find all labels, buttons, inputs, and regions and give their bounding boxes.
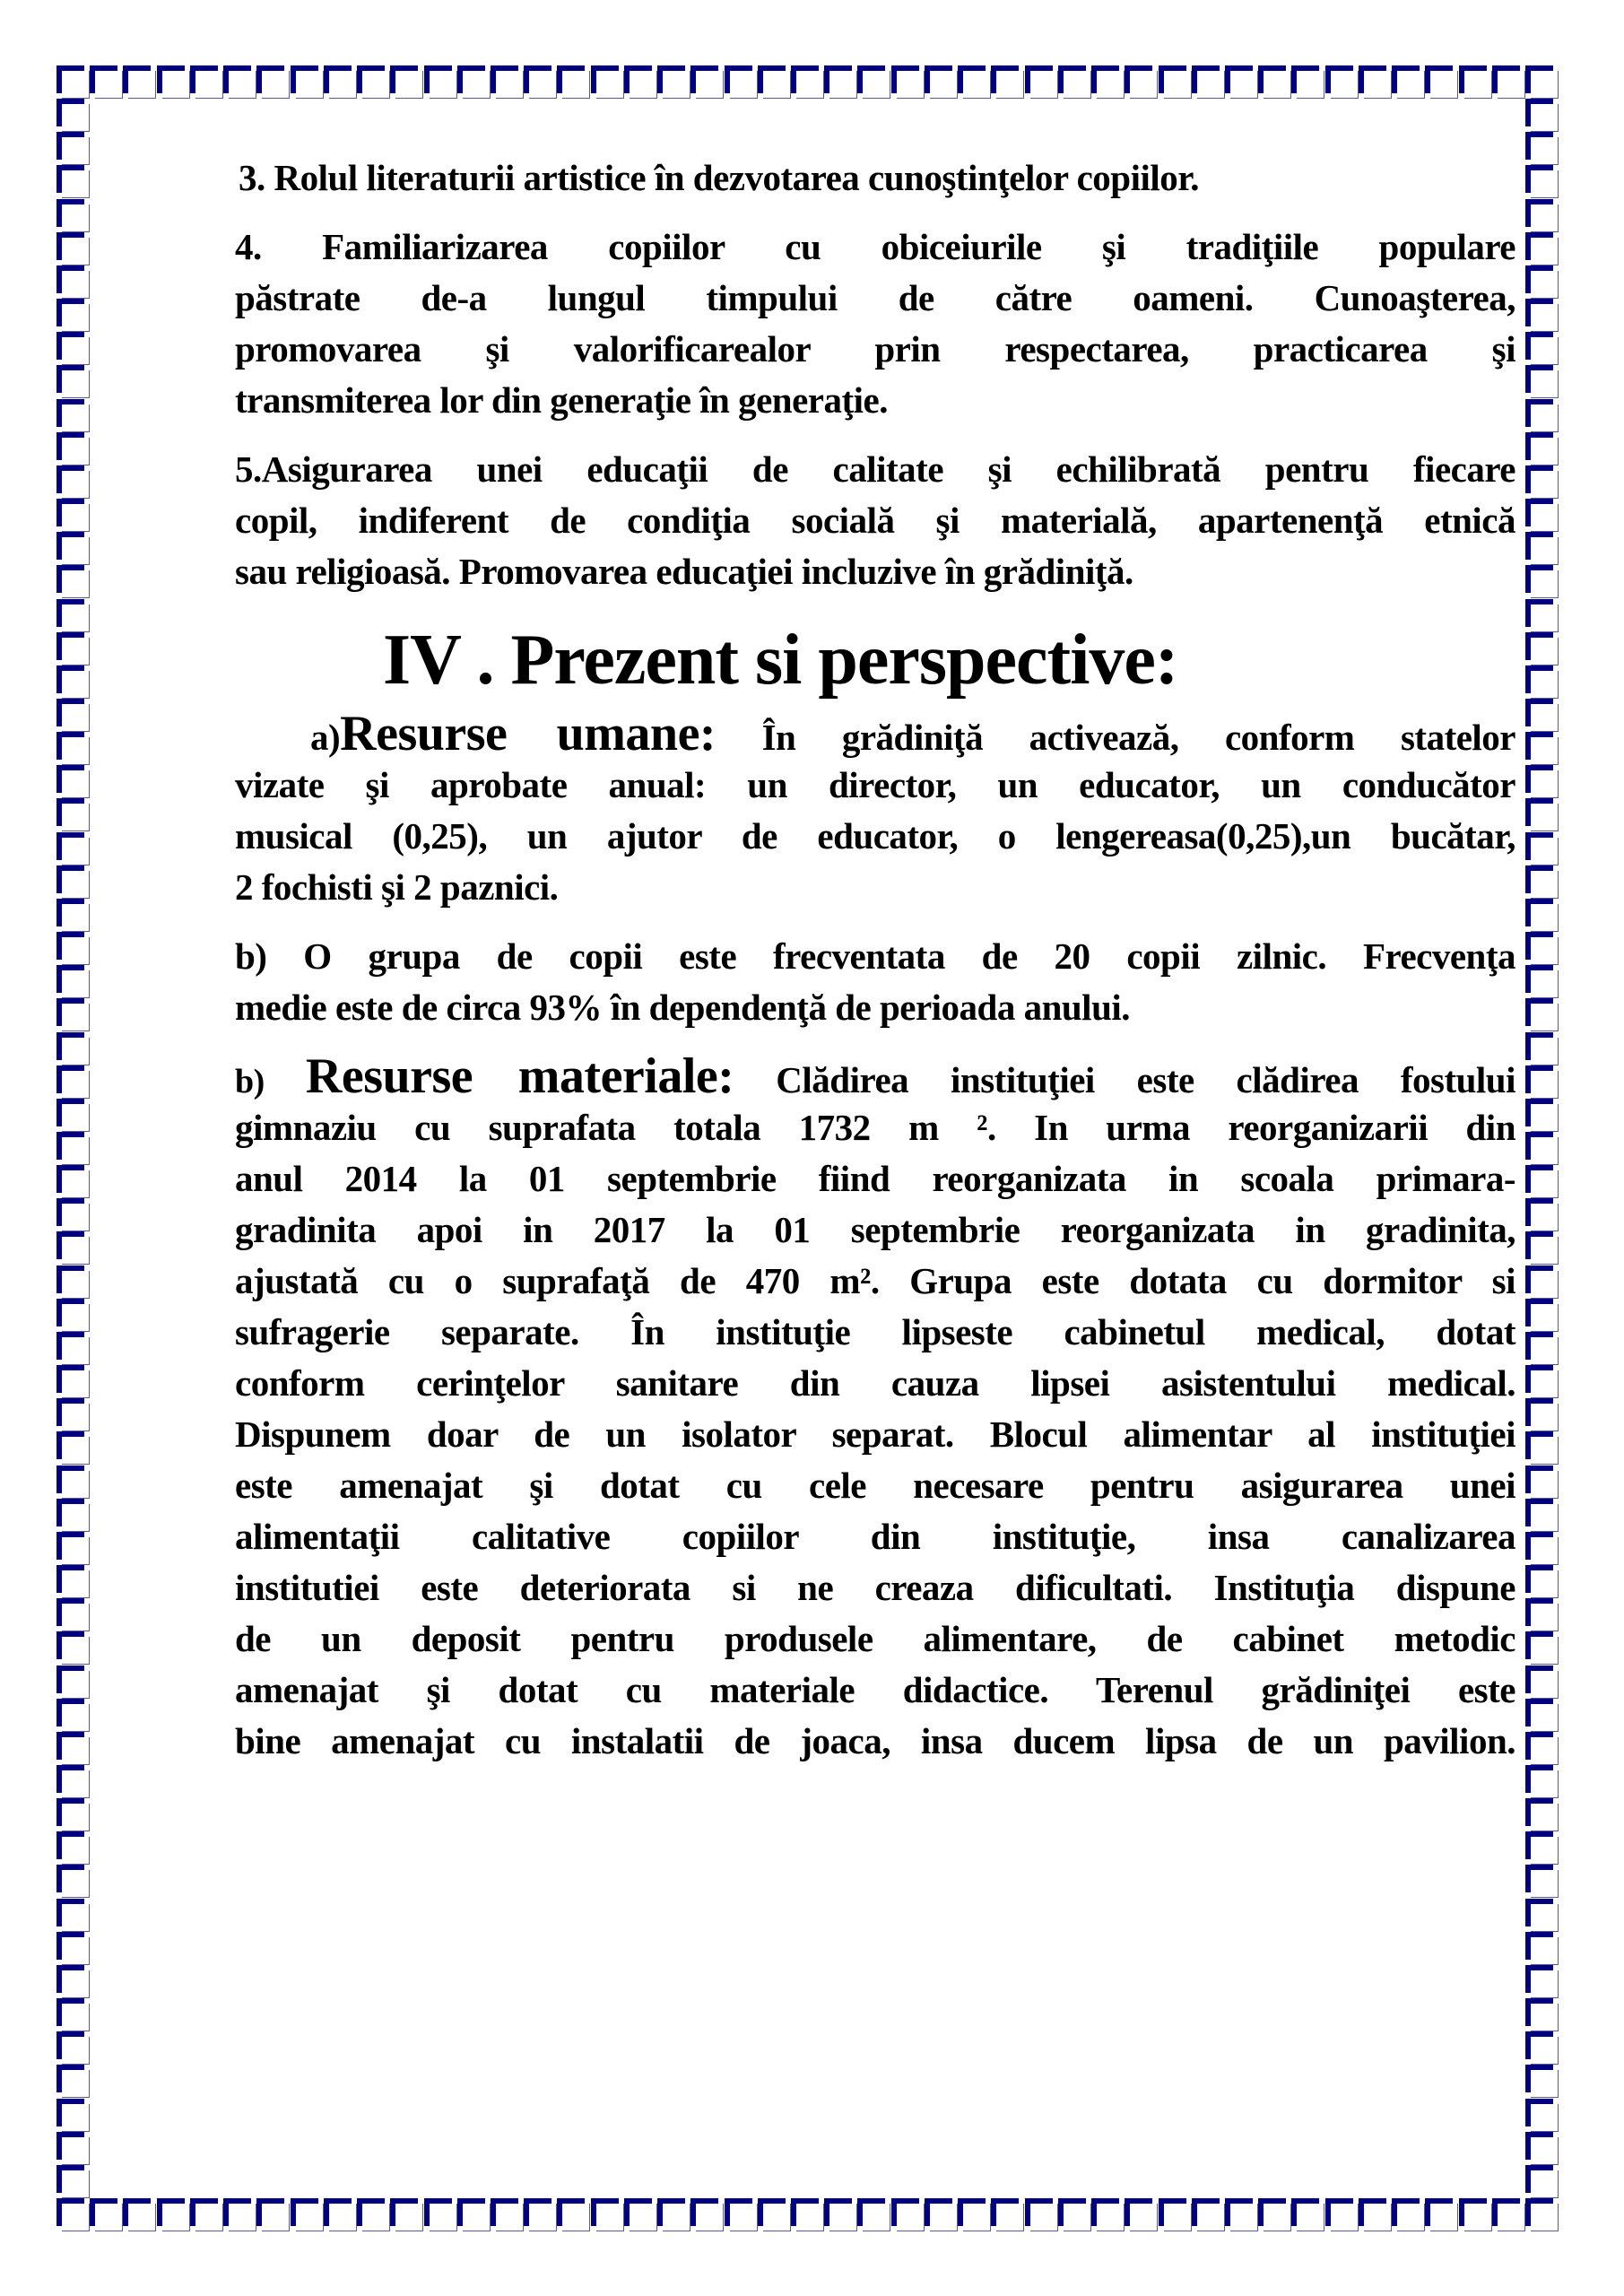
border-tile-icon (1425, 2198, 1453, 2226)
item-4-line: promovarea şi valorificarealor prin respectarea, practicarea şi (235, 328, 1515, 370)
border-tile-icon (1025, 65, 1053, 93)
border-tile-icon (1525, 399, 1553, 427)
border-tile-icon (1525, 232, 1553, 260)
border-tile-icon (824, 65, 852, 93)
resurse-materiale-intro: Clădirea instituţiei este clădirea fostului (734, 1059, 1515, 1100)
border-tile-icon (56, 199, 84, 227)
border-tile-icon (1258, 65, 1286, 93)
border-tile-icon (56, 1299, 84, 1326)
border-tile-icon (1525, 1231, 1553, 1259)
border-tile-icon (157, 65, 185, 93)
border-tile-icon (1525, 2132, 1553, 2160)
border-tile-icon (56, 1765, 84, 1793)
border-tile-icon (991, 2198, 1019, 2226)
item-5-line: 5.Asigurarea unei educaţii de calitate şi echilibrată pentru fiecare (235, 448, 1515, 490)
grupa-line: medie este de circa 93% în dependenţă de perioada anului. (235, 987, 1131, 1028)
border-tile-icon (624, 2198, 652, 2226)
border-tile-icon (1525, 499, 1553, 526)
border-tile-icon (56, 1932, 84, 1960)
border-tile-icon (1525, 1132, 1553, 1160)
border-tile-icon (925, 65, 952, 93)
border-tile-icon (1525, 1465, 1553, 1493)
border-tile-icon (56, 599, 84, 627)
resurse-materiale-line: alimentaţii calitative copiilor din instituţie, insa canalizarea (235, 1516, 1515, 1557)
border-tile-icon (824, 2198, 852, 2226)
border-tile-icon (557, 65, 585, 93)
border-tile-icon (56, 1365, 84, 1393)
border-tile-icon (56, 932, 84, 960)
grupa-line: b) O grupa de copii este frecventata de 20 copii zilnic. Frecvenţa (235, 935, 1515, 977)
border-tile-icon (1258, 2198, 1286, 2226)
border-tile-icon (1525, 1899, 1553, 1926)
border-tile-icon (56, 399, 84, 427)
border-tile-icon (1525, 199, 1553, 227)
border-tile-icon (56, 1132, 84, 1160)
border-tile-icon (1525, 1332, 1553, 1360)
border-tile-icon (1525, 1765, 1553, 1793)
border-tile-icon (1525, 2031, 1553, 2059)
border-tile-icon (1525, 265, 1553, 293)
border-tile-icon (56, 1165, 84, 1193)
border-tile-icon (491, 65, 518, 93)
border-tile-icon (891, 65, 919, 93)
border-tile-icon (56, 865, 84, 893)
border-tile-icon (291, 65, 318, 93)
border-tile-icon (56, 2165, 84, 2193)
resurse-umane-first-line (235, 706, 1516, 761)
border-tile-icon (56, 1499, 84, 1526)
border-tile-icon (1525, 165, 1553, 193)
item-4-line: 4. Familiarizarea copiilor cu obiceiurile şi tradiţiile populare (235, 226, 1515, 267)
border-tile-icon (1525, 2099, 1553, 2126)
border-tile-icon (56, 1198, 84, 1226)
border-tile-icon (1459, 2198, 1487, 2226)
border-tile-icon (1392, 2198, 1420, 2226)
border-tile-icon (591, 65, 619, 93)
border-tile-icon (1525, 2065, 1553, 2092)
border-tile-icon (1291, 2198, 1319, 2226)
border-tile-icon (56, 265, 84, 293)
border-tile-icon (1525, 2165, 1553, 2193)
border-tile-icon (1525, 1398, 1553, 1426)
border-tile-icon (1525, 1932, 1553, 1960)
border-tile-icon (1125, 2198, 1152, 2226)
border-tile-icon (1525, 132, 1553, 160)
border-tile-icon (1525, 1665, 1553, 1693)
border-tile-icon (591, 2198, 619, 2226)
border-tile-icon (56, 632, 84, 660)
resurse-materiale-line: institutiei este deteriorata si ne creaza dificultati. Instituţia dispune (235, 1567, 1515, 1608)
border-tile-icon (56, 1431, 84, 1459)
border-tile-icon (56, 1798, 84, 1826)
item-5-line: copil, indiferent de condiţia socială şi materială, apartenenţă etnică (235, 500, 1515, 541)
border-tile-icon (958, 65, 986, 93)
border-tile-icon (1525, 998, 1553, 1026)
border-tile-icon (1525, 1198, 1553, 1226)
border-tile-icon (1492, 65, 1520, 93)
border-tile-icon (1525, 465, 1553, 493)
border-tile-icon (56, 2132, 84, 2160)
border-tile-icon (390, 2198, 418, 2226)
border-tile-icon (56, 765, 84, 793)
border-tile-icon (123, 2198, 151, 2226)
item-4-line: păstrate de-a lungul timpului de către oameni. Cunoaşterea, (235, 277, 1515, 318)
border-tile-icon (56, 1699, 84, 1726)
border-tile-icon (56, 365, 84, 393)
border-tile-icon (457, 2198, 485, 2226)
border-tile-icon (1525, 1998, 1553, 2026)
border-tile-icon (1525, 699, 1553, 726)
border-tile-icon (791, 2198, 819, 2226)
border-tile-icon (56, 1631, 84, 1659)
resurse-materiale-line: gimnaziu cu suprafata totala 1732 m ². In urma reorganizarii din (235, 1107, 1515, 1148)
border-tile-icon (90, 2198, 117, 2226)
border-tile-icon (657, 2198, 685, 2226)
border-tile-icon (690, 65, 718, 93)
border-tile-icon (1425, 65, 1453, 93)
border-tile-icon (1525, 99, 1553, 126)
border-tile-icon (1525, 1965, 1553, 1993)
border-tile-icon (1325, 65, 1353, 93)
border-tile-icon (491, 2198, 518, 2226)
border-tile-icon (56, 732, 84, 760)
border-tile-icon (1492, 2198, 1520, 2226)
border-tile-icon (256, 65, 284, 93)
border-tile-icon (1359, 2198, 1386, 2226)
border-tile-icon (190, 65, 218, 93)
border-tile-icon (56, 899, 84, 926)
border-tile-icon (223, 65, 251, 93)
resurse-materiale-line: conform cerinţelor sanitare din cauza lipsei asistentului medical. (235, 1362, 1515, 1404)
border-tile-icon (1525, 1165, 1553, 1193)
item-5-line: sau religioasă. Promovarea educaţiei incluzive în grădiniţă. (235, 551, 1133, 592)
border-tile-icon (56, 232, 84, 260)
border-tile-icon (56, 2031, 84, 2059)
border-tile-icon (1359, 65, 1386, 93)
border-tile-icon (1459, 65, 1487, 93)
resurse-materiale-line: Dispunem doar de un isolator separat. Blocul alimentar al instituţiei (235, 1413, 1515, 1455)
border-tile-icon (1091, 65, 1119, 93)
border-tile-icon (56, 1965, 84, 1993)
border-tile-icon (56, 432, 84, 460)
border-tile-icon (56, 1099, 84, 1126)
resurse-materiale-paragraph (235, 1048, 1515, 1767)
border-tile-icon (56, 532, 84, 560)
border-tile-icon (56, 2198, 84, 2226)
border-tile-icon (690, 2198, 718, 2226)
border-tile-icon (56, 1465, 84, 1493)
document-body (235, 152, 1515, 1785)
border-tile-icon (1525, 1798, 1553, 1826)
border-tile-icon (1525, 1431, 1553, 1459)
border-tile-icon (958, 2198, 986, 2226)
border-tile-icon (223, 2198, 251, 2226)
item-3-text: 3. Rolul literaturii artistice în dezvotarea cunoştinţelor copiilor. (239, 157, 1199, 198)
border-tile-icon (56, 832, 84, 860)
border-tile-icon (157, 2198, 185, 2226)
border-tile-icon (56, 299, 84, 326)
resurse-materiale-line: ajustată cu o suprafaţă de 470 m². Grupa este dotata cu dormitor si (235, 1260, 1515, 1301)
border-tile-icon (1392, 65, 1420, 93)
border-tile-icon (1025, 2198, 1053, 2226)
border-tile-icon (56, 1265, 84, 1293)
border-tile-icon (324, 65, 352, 93)
border-tile-icon (1525, 599, 1553, 627)
list-item-3 (235, 152, 1515, 204)
border-tile-icon (56, 998, 84, 1026)
border-tile-icon (1525, 665, 1553, 693)
list-item-4 (235, 222, 1515, 426)
border-tile-icon (1525, 932, 1553, 960)
border-tile-icon (791, 65, 819, 93)
border-tile-icon (624, 65, 652, 93)
border-tile-icon (56, 132, 84, 160)
border-tile-icon (1225, 2198, 1253, 2226)
border-tile-icon (56, 1998, 84, 2026)
border-tile-icon (1525, 532, 1553, 560)
border-tile-icon (1525, 1699, 1553, 1726)
border-tile-icon (657, 65, 685, 93)
border-tile-icon (357, 2198, 385, 2226)
border-tile-icon (1525, 1598, 1553, 1626)
border-tile-icon (56, 1598, 84, 1626)
border-tile-icon (56, 699, 84, 726)
border-tile-icon (56, 1032, 84, 1060)
border-tile-icon (424, 2198, 452, 2226)
border-tile-icon (56, 798, 84, 826)
border-tile-icon (1525, 1099, 1553, 1126)
border-tile-icon (1091, 2198, 1119, 2226)
resurse-materiale-line: de un deposit pentru produsele alimentare, de cabinet metodic (235, 1618, 1515, 1659)
border-tile-icon (1058, 2198, 1086, 2226)
border-tile-icon (1525, 1299, 1553, 1326)
border-tile-icon (991, 65, 1019, 93)
border-tile-icon (1525, 1565, 1553, 1593)
border-tile-icon (1192, 65, 1220, 93)
border-tile-icon (1525, 1365, 1553, 1393)
border-tile-icon (857, 2198, 885, 2226)
border-tile-icon (1125, 65, 1152, 93)
border-tile-icon (56, 1831, 84, 1859)
grupa-paragraph (235, 931, 1515, 1033)
border-tile-icon (56, 1899, 84, 1926)
border-tile-icon (56, 1565, 84, 1593)
border-tile-icon (1525, 1265, 1553, 1293)
border-tile-icon (56, 1398, 84, 1426)
border-tile-icon (56, 665, 84, 693)
border-tile-icon (56, 1732, 84, 1760)
border-tile-icon (1525, 1499, 1553, 1526)
border-tile-icon (1525, 1831, 1553, 1859)
resurse-materiale-prefix: b) (235, 1063, 306, 1100)
border-tile-icon (291, 2198, 318, 2226)
border-tile-icon (1525, 1732, 1553, 1760)
border-tile-icon (1525, 865, 1553, 893)
resurse-umane-label: Resurse umane: (340, 706, 716, 761)
resurse-umane-intro: În grădiniţă activează, conform statelor (716, 717, 1516, 758)
border-tile-icon (1525, 565, 1553, 593)
border-tile-icon (1058, 65, 1086, 93)
resurse-materiale-line: amenajat şi dotat cu materiale didactice. Terenul grădiniţei este (235, 1669, 1515, 1710)
border-tile-icon (56, 2099, 84, 2126)
border-tile-icon (1525, 899, 1553, 926)
border-tile-icon (56, 65, 84, 93)
resurse-umane-line: 2 fochisti şi 2 paznici. (235, 866, 559, 908)
border-tile-icon (256, 2198, 284, 2226)
border-tile-icon (56, 1332, 84, 1360)
border-tile-icon (424, 65, 452, 93)
border-tile-icon (1525, 632, 1553, 660)
border-tile-icon (1291, 65, 1319, 93)
border-tile-icon (190, 2198, 218, 2226)
border-tile-icon (1525, 65, 1553, 93)
border-tile-icon (1525, 1032, 1553, 1060)
border-tile-icon (725, 2198, 752, 2226)
border-tile-icon (56, 2065, 84, 2092)
section-heading: IV . Prezent si perspective: (383, 621, 1178, 700)
resurse-materiale-line: bine amenajat cu instalatii de joaca, insa ducem lipsa de un pavilion. (235, 1720, 1515, 1761)
border-tile-icon (123, 65, 151, 93)
border-tile-icon (1525, 2198, 1553, 2226)
border-tile-icon (758, 65, 786, 93)
border-tile-icon (390, 65, 418, 93)
border-tile-icon (557, 2198, 585, 2226)
resurse-materiale-line: sufragerie separate. În instituţie lipseste cabinetul medical, dotat (235, 1311, 1515, 1352)
border-tile-icon (1525, 1865, 1553, 1892)
border-tile-icon (56, 1865, 84, 1892)
border-tile-icon (90, 65, 117, 93)
resurse-umane-prefix: a) (310, 717, 341, 758)
border-tile-icon (1525, 1532, 1553, 1560)
border-tile-icon (324, 2198, 352, 2226)
border-tile-icon (1525, 965, 1553, 993)
border-tile-icon (56, 565, 84, 593)
border-tile-icon (725, 65, 752, 93)
border-tile-icon (56, 99, 84, 126)
border-tile-icon (56, 1231, 84, 1259)
border-tile-icon (1525, 299, 1553, 326)
border-tile-icon (56, 1532, 84, 1560)
border-tile-icon (1525, 365, 1553, 393)
resurse-materiale-first-line (235, 1048, 1515, 1104)
border-tile-icon (758, 2198, 786, 2226)
border-tile-icon (857, 65, 885, 93)
border-tile-icon (925, 2198, 952, 2226)
border-tile-icon (1525, 765, 1553, 793)
border-tile-icon (891, 2198, 919, 2226)
resurse-umane-line: vizate şi aprobate anual: un director, un educator, un conducător (235, 764, 1515, 805)
border-tile-icon (1192, 2198, 1220, 2226)
border-tile-icon (56, 165, 84, 193)
border-tile-icon (56, 499, 84, 526)
border-tile-icon (1525, 832, 1553, 860)
item-4-line: transmiterea lor din generaţie în generaţie. (235, 379, 888, 421)
resurse-materiale-label: Resurse materiale: (305, 1048, 734, 1104)
border-tile-icon (524, 65, 551, 93)
border-tile-icon (457, 65, 485, 93)
border-tile-icon (56, 1665, 84, 1693)
border-tile-icon (1525, 1065, 1553, 1093)
border-tile-icon (357, 65, 385, 93)
resurse-umane-paragraph (235, 706, 1516, 913)
resurse-materiale-line: anul 2014 la 01 septembrie fiind reorganizata in scoala primara- (235, 1158, 1515, 1199)
border-tile-icon (524, 2198, 551, 2226)
resurse-materiale-line: este amenajat şi dotat cu cele necesare pentru asigurarea unei (235, 1465, 1515, 1506)
border-tile-icon (56, 1065, 84, 1093)
border-tile-icon (1159, 65, 1186, 93)
resurse-umane-line: musical (0,25), un ajutor de educator, o lengereasa(0,25),un bucătar, (235, 815, 1515, 857)
border-tile-icon (56, 965, 84, 993)
border-tile-icon (1525, 732, 1553, 760)
border-tile-icon (1525, 798, 1553, 826)
border-tile-icon (1525, 1631, 1553, 1659)
border-tile-icon (56, 332, 84, 360)
border-tile-icon (1525, 332, 1553, 360)
resurse-materiale-line: gradinita apoi in 2017 la 01 septembrie reorganizata in gradinita, (235, 1209, 1515, 1250)
border-tile-icon (1225, 65, 1253, 93)
border-tile-icon (56, 465, 84, 493)
border-tile-icon (1325, 2198, 1353, 2226)
border-tile-icon (1525, 432, 1553, 460)
list-item-5 (235, 444, 1515, 597)
border-tile-icon (1159, 2198, 1186, 2226)
